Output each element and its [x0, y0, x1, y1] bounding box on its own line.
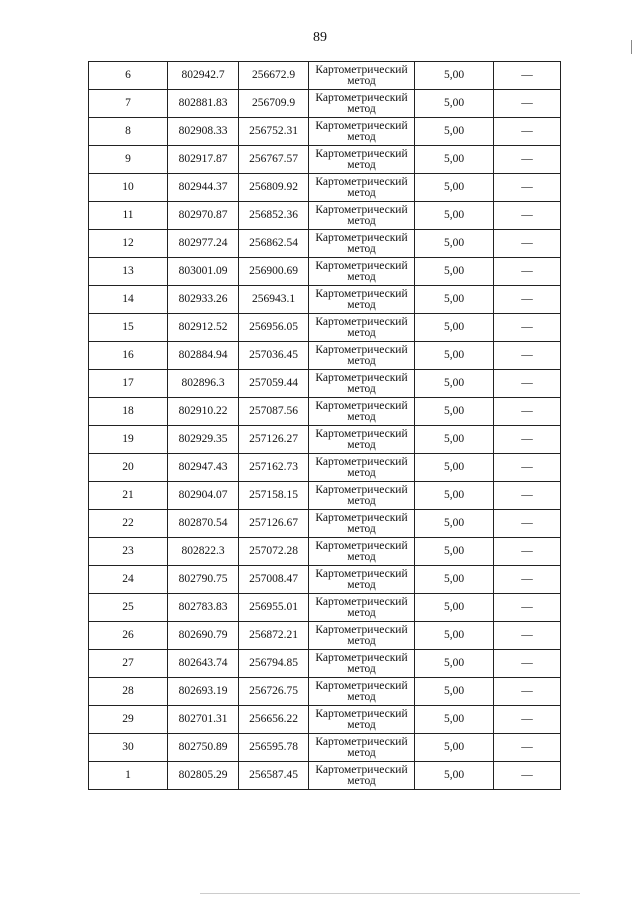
- point-number-cell: 24: [89, 566, 168, 594]
- point-number-cell: 25: [89, 594, 168, 622]
- table-row: [89, 258, 561, 286]
- accuracy-cell: 5,00: [415, 230, 494, 258]
- accuracy-cell: 5,00: [415, 510, 494, 538]
- x-coordinate-cell: 802908.33: [168, 118, 239, 146]
- point-number-cell: 18: [89, 398, 168, 426]
- point-number-cell: 28: [89, 678, 168, 706]
- method-cell: Картометрический метод: [309, 202, 415, 230]
- accuracy-cell: 5,00: [415, 426, 494, 454]
- x-coordinate-cell: 802783.83: [168, 594, 239, 622]
- method-cell: Картометрический метод: [309, 678, 415, 706]
- x-coordinate-cell: 802929.35: [168, 426, 239, 454]
- x-coordinate-cell: 802942.7: [168, 62, 239, 90]
- y-coordinate-cell: 257008.47: [239, 566, 309, 594]
- accuracy-cell: 5,00: [415, 538, 494, 566]
- accuracy-cell: 5,00: [415, 370, 494, 398]
- point-number-cell: 13: [89, 258, 168, 286]
- note-cell: —: [494, 230, 561, 258]
- note-cell: —: [494, 454, 561, 482]
- accuracy-cell: 5,00: [415, 482, 494, 510]
- table-row: [89, 762, 561, 790]
- method-cell: Картометрический метод: [309, 286, 415, 314]
- y-coordinate-cell: 256672.9: [239, 62, 309, 90]
- note-cell: —: [494, 398, 561, 426]
- y-coordinate-cell: 256767.57: [239, 146, 309, 174]
- table-row: [89, 286, 561, 314]
- x-coordinate-cell: 802933.26: [168, 286, 239, 314]
- accuracy-cell: 5,00: [415, 90, 494, 118]
- note-cell: —: [494, 622, 561, 650]
- y-coordinate-cell: 256809.92: [239, 174, 309, 202]
- x-coordinate-cell: 802701.31: [168, 706, 239, 734]
- accuracy-cell: 5,00: [415, 146, 494, 174]
- point-number-cell: 8: [89, 118, 168, 146]
- note-cell: —: [494, 202, 561, 230]
- method-cell: Картометрический метод: [309, 734, 415, 762]
- method-cell: Картометрический метод: [309, 314, 415, 342]
- method-cell: Картометрический метод: [309, 174, 415, 202]
- x-coordinate-cell: 803001.09: [168, 258, 239, 286]
- y-coordinate-cell: 256900.69: [239, 258, 309, 286]
- note-cell: —: [494, 342, 561, 370]
- method-cell: Картометрический метод: [309, 594, 415, 622]
- method-cell: Картометрический метод: [309, 706, 415, 734]
- table-row: [89, 650, 561, 678]
- y-coordinate-cell: 257162.73: [239, 454, 309, 482]
- x-coordinate-cell: 802917.87: [168, 146, 239, 174]
- accuracy-cell: 5,00: [415, 286, 494, 314]
- method-cell: Картометрический метод: [309, 398, 415, 426]
- note-cell: —: [494, 118, 561, 146]
- x-coordinate-cell: 802643.74: [168, 650, 239, 678]
- y-coordinate-cell: 256862.54: [239, 230, 309, 258]
- y-coordinate-cell: 257158.15: [239, 482, 309, 510]
- table-row: [89, 230, 561, 258]
- table-row: [89, 426, 561, 454]
- method-cell: Картометрический метод: [309, 510, 415, 538]
- x-coordinate-cell: 802822.3: [168, 538, 239, 566]
- method-cell: Картометрический метод: [309, 762, 415, 790]
- y-coordinate-cell: 256955.01: [239, 594, 309, 622]
- note-cell: —: [494, 90, 561, 118]
- note-cell: —: [494, 706, 561, 734]
- note-cell: —: [494, 286, 561, 314]
- point-number-cell: 7: [89, 90, 168, 118]
- accuracy-cell: 5,00: [415, 342, 494, 370]
- y-coordinate-cell: 256852.36: [239, 202, 309, 230]
- method-cell: Картометрический метод: [309, 62, 415, 90]
- method-cell: Картометрический метод: [309, 650, 415, 678]
- method-cell: Картометрический метод: [309, 342, 415, 370]
- table-row: [89, 594, 561, 622]
- table-row: [89, 118, 561, 146]
- accuracy-cell: 5,00: [415, 398, 494, 426]
- accuracy-cell: 5,00: [415, 706, 494, 734]
- note-cell: —: [494, 594, 561, 622]
- y-coordinate-cell: 256752.31: [239, 118, 309, 146]
- x-coordinate-cell: 802881.83: [168, 90, 239, 118]
- x-coordinate-cell: 802884.94: [168, 342, 239, 370]
- table-row: [89, 706, 561, 734]
- table-row: [89, 314, 561, 342]
- method-cell: Картометрический метод: [309, 370, 415, 398]
- point-number-cell: 16: [89, 342, 168, 370]
- note-cell: —: [494, 678, 561, 706]
- x-coordinate-cell: 802790.75: [168, 566, 239, 594]
- table-row: [89, 146, 561, 174]
- table-row: [89, 538, 561, 566]
- table-row: [89, 398, 561, 426]
- x-coordinate-cell: 802970.87: [168, 202, 239, 230]
- note-cell: —: [494, 650, 561, 678]
- accuracy-cell: 5,00: [415, 202, 494, 230]
- y-coordinate-cell: 257126.67: [239, 510, 309, 538]
- table-row: [89, 510, 561, 538]
- y-coordinate-cell: 257036.45: [239, 342, 309, 370]
- method-cell: Картометрический метод: [309, 622, 415, 650]
- table-row: [89, 62, 561, 90]
- y-coordinate-cell: 256656.22: [239, 706, 309, 734]
- note-cell: —: [494, 762, 561, 790]
- table-row: [89, 678, 561, 706]
- y-coordinate-cell: 257072.28: [239, 538, 309, 566]
- accuracy-cell: 5,00: [415, 678, 494, 706]
- point-number-cell: 22: [89, 510, 168, 538]
- point-number-cell: 14: [89, 286, 168, 314]
- table-row: [89, 734, 561, 762]
- note-cell: —: [494, 426, 561, 454]
- method-cell: Картометрический метод: [309, 258, 415, 286]
- x-coordinate-cell: 802977.24: [168, 230, 239, 258]
- note-cell: —: [494, 482, 561, 510]
- y-coordinate-cell: 256956.05: [239, 314, 309, 342]
- y-coordinate-cell: 256794.85: [239, 650, 309, 678]
- y-coordinate-cell: 257126.27: [239, 426, 309, 454]
- note-cell: —: [494, 370, 561, 398]
- method-cell: Картометрический метод: [309, 118, 415, 146]
- method-cell: Картометрический метод: [309, 90, 415, 118]
- point-number-cell: 9: [89, 146, 168, 174]
- y-coordinate-cell: 256595.78: [239, 734, 309, 762]
- note-cell: —: [494, 734, 561, 762]
- accuracy-cell: 5,00: [415, 734, 494, 762]
- x-coordinate-cell: 802870.54: [168, 510, 239, 538]
- note-cell: —: [494, 510, 561, 538]
- y-coordinate-cell: 257059.44: [239, 370, 309, 398]
- x-coordinate-cell: 802805.29: [168, 762, 239, 790]
- table-row: [89, 370, 561, 398]
- point-number-cell: 11: [89, 202, 168, 230]
- accuracy-cell: 5,00: [415, 622, 494, 650]
- y-coordinate-cell: 256587.45: [239, 762, 309, 790]
- accuracy-cell: 5,00: [415, 650, 494, 678]
- accuracy-cell: 5,00: [415, 258, 494, 286]
- edge-mark: [631, 40, 632, 54]
- y-coordinate-cell: 256726.75: [239, 678, 309, 706]
- table-row: [89, 454, 561, 482]
- point-number-cell: 20: [89, 454, 168, 482]
- method-cell: Картометрический метод: [309, 566, 415, 594]
- x-coordinate-cell: 802693.19: [168, 678, 239, 706]
- accuracy-cell: 5,00: [415, 594, 494, 622]
- point-number-cell: 6: [89, 62, 168, 90]
- method-cell: Картометрический метод: [309, 482, 415, 510]
- point-number-cell: 12: [89, 230, 168, 258]
- point-number-cell: 30: [89, 734, 168, 762]
- method-cell: Картометрический метод: [309, 426, 415, 454]
- table-row: [89, 174, 561, 202]
- y-coordinate-cell: 256872.21: [239, 622, 309, 650]
- note-cell: —: [494, 314, 561, 342]
- point-number-cell: 1: [89, 762, 168, 790]
- x-coordinate-cell: 802947.43: [168, 454, 239, 482]
- point-number-cell: 21: [89, 482, 168, 510]
- x-coordinate-cell: 802910.22: [168, 398, 239, 426]
- method-cell: Картометрический метод: [309, 538, 415, 566]
- method-cell: Картометрический метод: [309, 230, 415, 258]
- point-number-cell: 10: [89, 174, 168, 202]
- note-cell: —: [494, 538, 561, 566]
- accuracy-cell: 5,00: [415, 62, 494, 90]
- table-row: [89, 90, 561, 118]
- point-number-cell: 27: [89, 650, 168, 678]
- x-coordinate-cell: 802904.07: [168, 482, 239, 510]
- method-cell: Картометрический метод: [309, 146, 415, 174]
- table-row: [89, 342, 561, 370]
- x-coordinate-cell: 802944.37: [168, 174, 239, 202]
- accuracy-cell: 5,00: [415, 762, 494, 790]
- point-number-cell: 15: [89, 314, 168, 342]
- accuracy-cell: 5,00: [415, 118, 494, 146]
- point-number-cell: 19: [89, 426, 168, 454]
- accuracy-cell: 5,00: [415, 454, 494, 482]
- coordinates-table: [88, 61, 561, 790]
- table-row: [89, 622, 561, 650]
- y-coordinate-cell: 256943.1: [239, 286, 309, 314]
- x-coordinate-cell: 802912.52: [168, 314, 239, 342]
- coordinates-table-body: [89, 62, 561, 790]
- point-number-cell: 17: [89, 370, 168, 398]
- note-cell: —: [494, 174, 561, 202]
- note-cell: —: [494, 566, 561, 594]
- table-row: [89, 566, 561, 594]
- note-cell: —: [494, 62, 561, 90]
- bottom-rule: [200, 893, 580, 894]
- accuracy-cell: 5,00: [415, 566, 494, 594]
- x-coordinate-cell: 802750.89: [168, 734, 239, 762]
- accuracy-cell: 5,00: [415, 174, 494, 202]
- method-cell: Картометрический метод: [309, 454, 415, 482]
- y-coordinate-cell: 257087.56: [239, 398, 309, 426]
- y-coordinate-cell: 256709.9: [239, 90, 309, 118]
- point-number-cell: 29: [89, 706, 168, 734]
- x-coordinate-cell: 802690.79: [168, 622, 239, 650]
- note-cell: —: [494, 258, 561, 286]
- note-cell: —: [494, 146, 561, 174]
- point-number-cell: 26: [89, 622, 168, 650]
- point-number-cell: 23: [89, 538, 168, 566]
- page-number: 89: [313, 30, 327, 45]
- table-row: [89, 202, 561, 230]
- x-coordinate-cell: 802896.3: [168, 370, 239, 398]
- table-row: [89, 482, 561, 510]
- accuracy-cell: 5,00: [415, 314, 494, 342]
